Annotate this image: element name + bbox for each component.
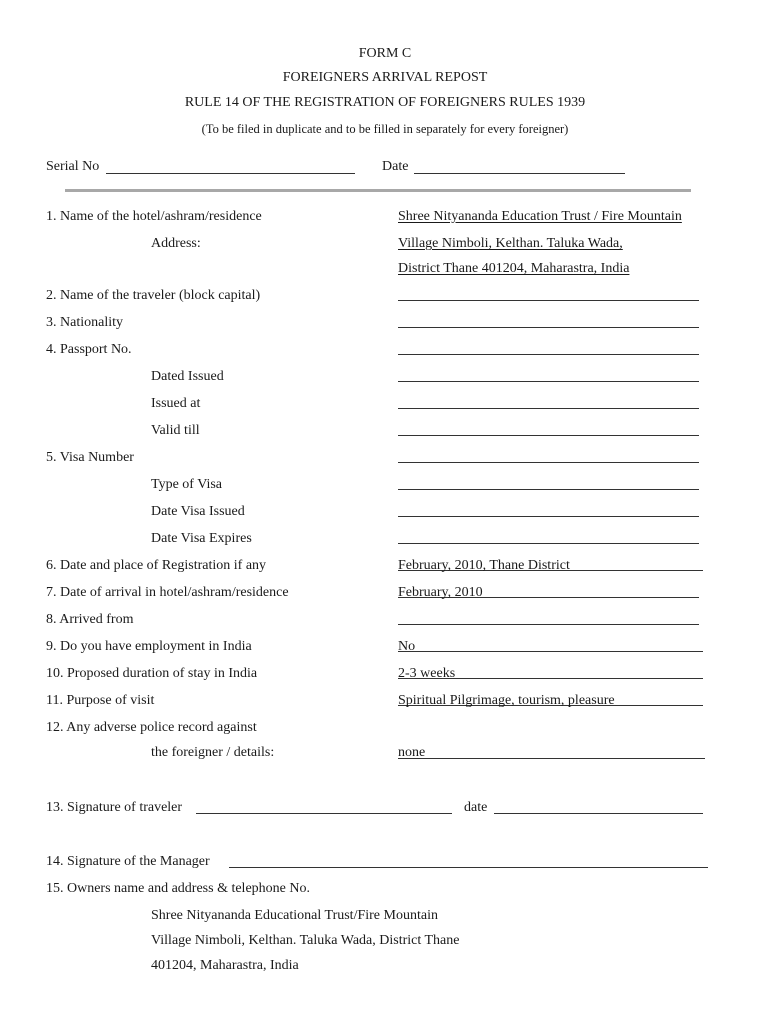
visa-issued-field[interactable] — [398, 516, 699, 517]
visa-expires-field[interactable] — [398, 543, 699, 544]
visa-type-field[interactable] — [398, 489, 699, 490]
dated-issued-label: Dated Issued — [151, 369, 224, 384]
owner-line2: Village Nimboli, Kelthan. Taluka Wada, District Thane — [151, 933, 460, 948]
purpose-label: 11. Purpose of visit — [46, 693, 155, 708]
arrived-from-label: 8. Arrived from — [46, 612, 134, 627]
visa-expires-label: Date Visa Expires — [151, 531, 252, 546]
traveler-signature-field[interactable] — [196, 813, 452, 814]
manager-signature-label: 14. Signature of the Manager — [46, 854, 210, 869]
purpose-value: Spiritual Pilgrimage, tourism, pleasure — [398, 693, 615, 708]
nationality-label: 3. Nationality — [46, 315, 123, 330]
address-label: Address: — [151, 236, 201, 251]
valid-till-label: Valid till — [151, 423, 200, 438]
police-record-field[interactable] — [398, 758, 705, 759]
registration-value: February, 2010, Thane District — [398, 558, 570, 573]
valid-till-field[interactable] — [398, 435, 699, 436]
owner-label: 15. Owners name and address & telephone No. — [46, 881, 310, 896]
signature-date-field[interactable] — [494, 813, 703, 814]
duration-label: 10. Proposed duration of stay in India — [46, 666, 258, 681]
owner-line1: Shree Nityananda Educational Trust/Fire Mountain — [151, 908, 438, 923]
issued-at-field[interactable] — [398, 408, 699, 409]
visa-number-label: 5. Visa Number — [46, 450, 134, 465]
police-record-label-cont: the foreigner / details: — [151, 745, 275, 760]
form-code: FORM C — [358, 46, 412, 61]
duration-value: 2-3 weeks — [398, 666, 456, 681]
traveler-name-field[interactable] — [398, 300, 699, 301]
traveler-name-label: 2. Name of the traveler (block capital) — [46, 288, 261, 303]
form-note: (To be filed in duplicate and to be filled in separately for every foreigner) — [201, 122, 569, 136]
form-title: FOREIGNERS ARRIVAL REPOST — [282, 70, 488, 85]
signature-date-label: date — [464, 800, 488, 815]
hotel-value[interactable]: Shree Nityananda Education Trust / Fire Mountain — [398, 209, 682, 224]
owner-line3: 401204, Maharastra, India — [151, 958, 299, 973]
arrival-date-label: 7. Date of arrival in hotel/ashram/residence — [46, 585, 289, 600]
manager-signature-field[interactable] — [229, 867, 708, 868]
arrived-from-field[interactable] — [398, 624, 699, 625]
registration-label: 6. Date and place of Registration if any — [46, 558, 267, 573]
visa-type-label: Type of Visa — [151, 477, 223, 492]
employment-label: 9. Do you have employment in India — [46, 639, 252, 654]
date-label: Date — [382, 159, 409, 174]
passport-field[interactable] — [398, 354, 699, 355]
arrival-date-value: February, 2010 — [398, 585, 483, 600]
serial-field[interactable] — [106, 173, 355, 174]
form-rule: RULE 14 OF THE REGISTRATION OF FOREIGNERS RULES 1939 — [184, 95, 586, 110]
police-record-label: 12. Any adverse police record against — [46, 720, 257, 735]
passport-label: 4. Passport No. — [46, 342, 132, 357]
visa-issued-label: Date Visa Issued — [151, 504, 245, 519]
visa-number-field[interactable] — [398, 462, 699, 463]
police-record-value: none — [398, 745, 426, 760]
employment-value: No — [398, 639, 416, 654]
employment-field[interactable] — [398, 651, 703, 652]
hotel-label: 1. Name of the hotel/ashram/residence — [46, 209, 262, 224]
address-line2[interactable]: District Thane 401204, Maharastra, India — [398, 261, 630, 276]
nationality-field[interactable] — [398, 327, 699, 328]
dated-issued-field[interactable] — [398, 381, 699, 382]
issued-at-label: Issued at — [151, 396, 201, 411]
date-field[interactable] — [414, 173, 625, 174]
traveler-signature-label: 13. Signature of traveler — [46, 800, 183, 815]
header-divider — [65, 189, 691, 192]
serial-label: Serial No — [46, 159, 100, 174]
address-line1[interactable]: Village Nimboli, Kelthan. Taluka Wada, — [398, 236, 623, 251]
